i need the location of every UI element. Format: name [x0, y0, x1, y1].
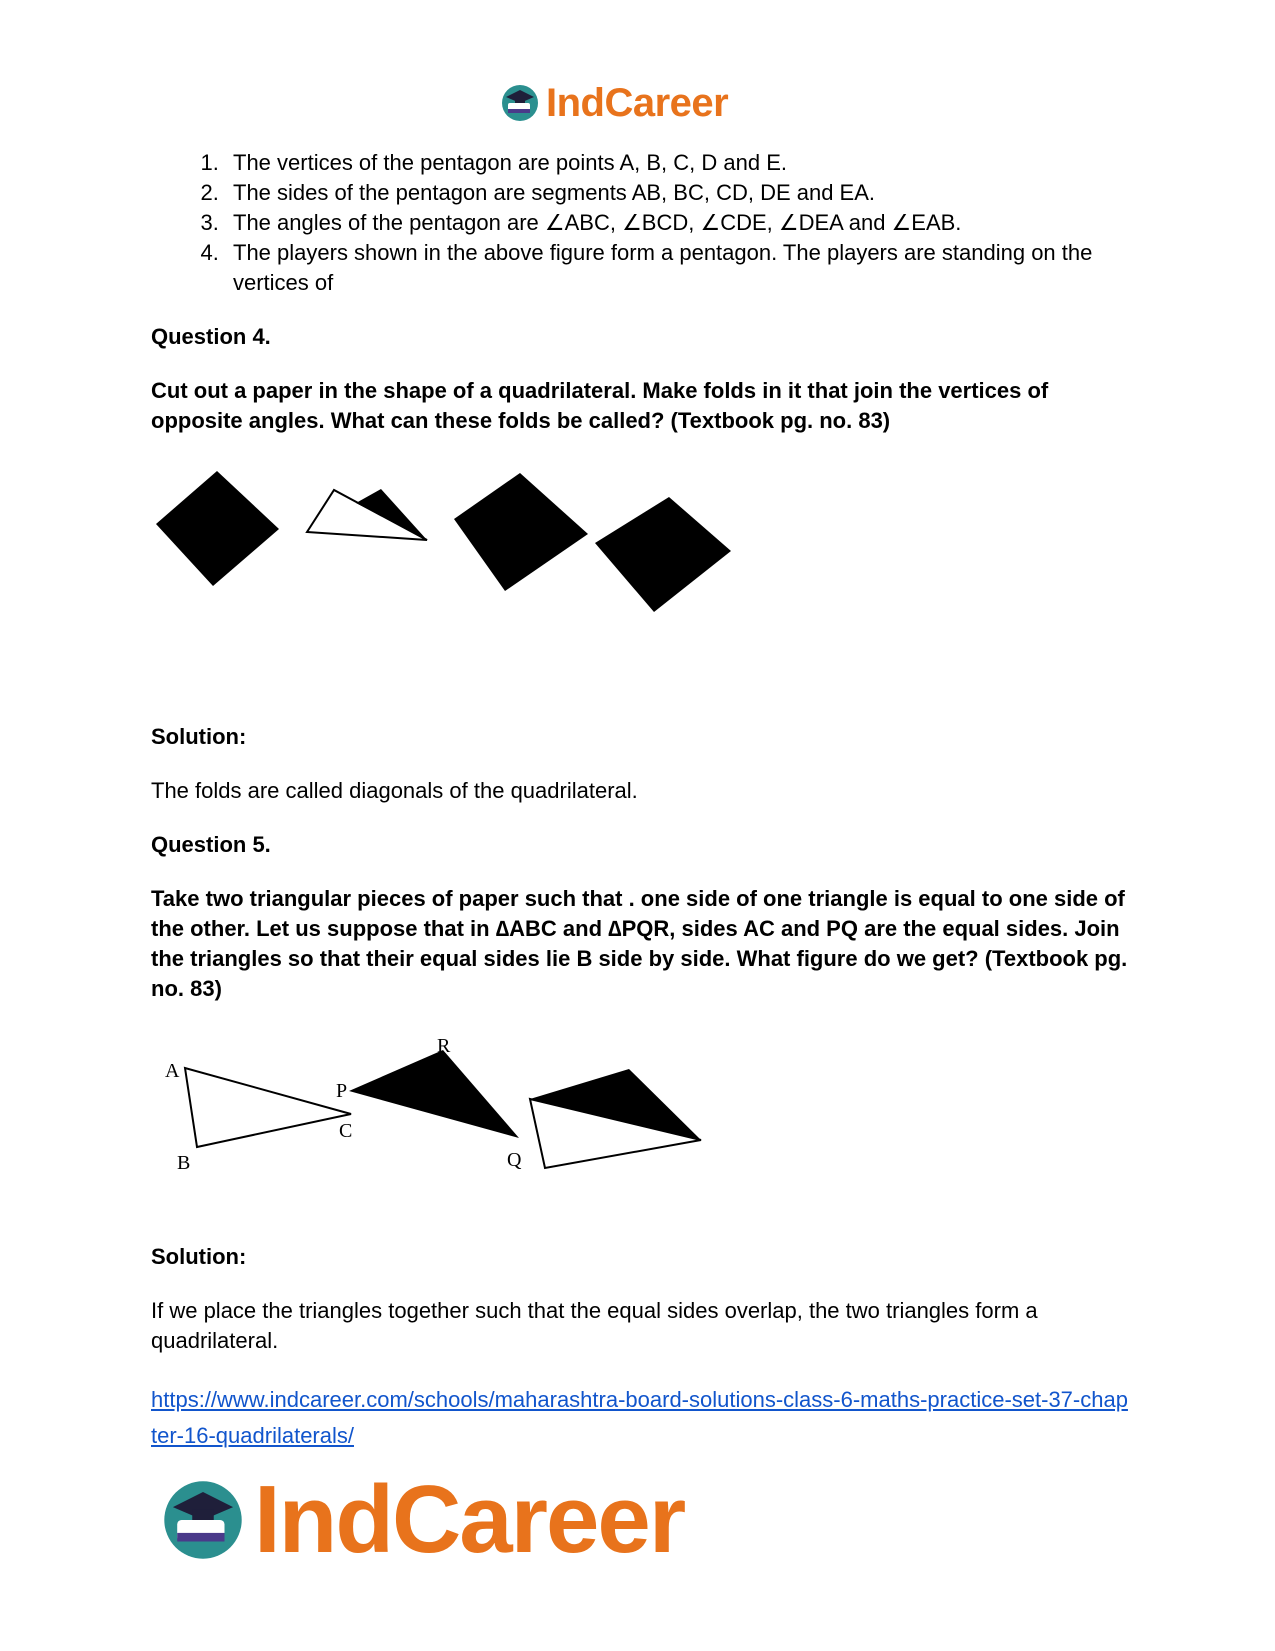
- list-item: 2. The sides of the pentagon are segments AB, BC, CD, DE and EA.: [225, 178, 1131, 208]
- pentagon-facts-list: [151, 148, 1131, 298]
- vertex-label-p: P: [336, 1080, 348, 1102]
- vertex-label-b: B: [177, 1152, 191, 1174]
- graduation-book-icon: [500, 83, 540, 123]
- list-item: 4. The players shown in the above figure form a pentagon. The players are standing on the vertices of: [225, 238, 1131, 298]
- source-link[interactable]: https://www.indcareer.com/schools/maharashtra-board-solutions-class-6-maths-practice-set-37-chapter-16-quadrilaterals/: [151, 1387, 1128, 1448]
- vertex-label-q: Q: [507, 1149, 522, 1171]
- question-4-text: Cut out a paper in the shape of a quadrilateral. Make folds in it that join the vertices of opposite angles. What can these folds be called? (Textbook pg. no. 83): [151, 378, 1049, 433]
- vertex-label-r: R: [437, 1035, 451, 1057]
- solution-5-title: Solution:: [151, 1244, 247, 1269]
- folded-triangle-shape: [307, 489, 427, 540]
- question-5-title: Question 5.: [151, 832, 271, 857]
- question-5-text: Take two triangular pieces of paper such that . one side of one triangle is equal to one side of the other. Let us suppose that in ∆ABC and ∆PQR, sides AC and PQ are the equal sides. Join the triangles so that their equal sides lie B side by side. What figure do we get? (Textbook pg. no. 83): [151, 886, 1128, 1001]
- solution-5-text: If we place the triangles together such that the equal sides overlap, the two triangles form a quadrilateral.: [151, 1298, 1038, 1353]
- brand-name: IndCareer: [546, 80, 729, 125]
- list-item: 1. The vertices of the pentagon are points A, B, C, D and E.: [225, 148, 1131, 178]
- triangle-abc: [165, 1060, 352, 1174]
- brand-name: IndCareer: [254, 1466, 685, 1573]
- page-content: [151, 148, 1131, 1454]
- triangles-figure: [151, 1034, 751, 1184]
- quadrilateral-shape: [156, 471, 279, 586]
- quadrilateral-shape: [595, 497, 731, 612]
- question-4-title: Question 4.: [151, 324, 271, 349]
- solution-4-text: The folds are called diagonals of the quadrilateral.: [151, 778, 638, 803]
- vertex-label-a: A: [165, 1060, 180, 1082]
- indcareer-logo-bottom: [160, 1465, 684, 1575]
- combined-quadrilateral: [530, 1069, 701, 1168]
- indcareer-logo-top: [500, 78, 728, 128]
- graduation-book-icon: [160, 1477, 246, 1563]
- fold-shapes-figure: [151, 466, 751, 666]
- vertex-label-c: C: [339, 1120, 353, 1142]
- triangle-pqr: [336, 1035, 522, 1171]
- quadrilateral-shape: [454, 473, 588, 591]
- solution-4-title: Solution:: [151, 724, 247, 749]
- list-item: 3. The angles of the pentagon are ∠ABC, ∠BCD, ∠CDE, ∠DEA and ∠EAB.: [225, 208, 1131, 238]
